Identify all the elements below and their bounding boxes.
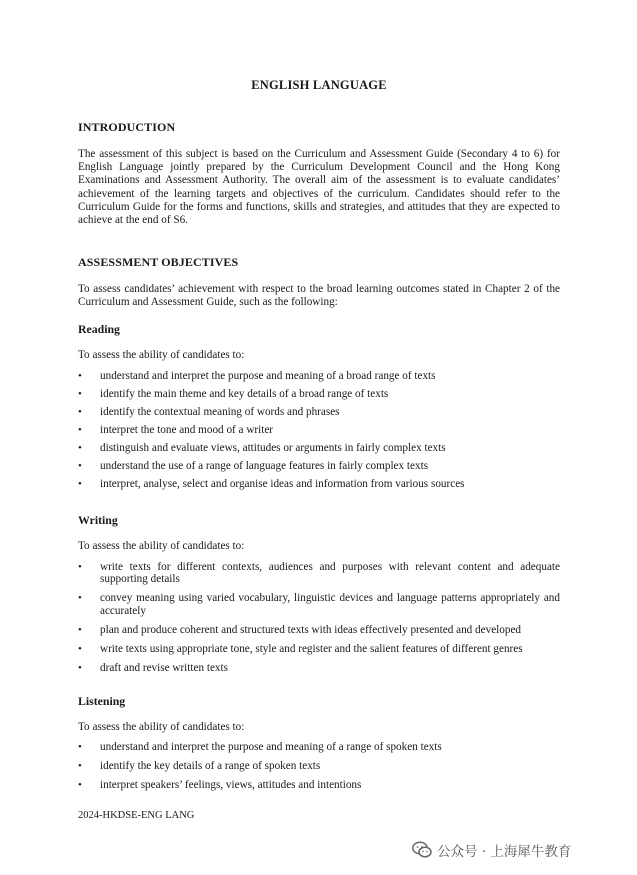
bullet-icon: • (78, 424, 82, 436)
bullet-icon: • (78, 760, 82, 772)
reading-heading: Reading (78, 322, 120, 336)
list-item: • identify the contextual meaning of words and phrases (78, 406, 340, 418)
bullet-icon: • (78, 642, 82, 655)
list-item: • convey meaning using varied vocabulary, linguistic devices and language patterns appropriately and accurately (78, 592, 560, 617)
listening-list (78, 741, 560, 791)
list-item: • understand the use of a range of language features in fairly complex texts (78, 460, 429, 472)
bullet-icon: • (78, 779, 82, 791)
bullet-icon: • (78, 478, 82, 490)
list-item: • distinguish and evaluate views, attitudes or arguments in fairly complex texts (78, 442, 446, 454)
bullet-icon: • (78, 561, 82, 573)
bullet-icon: • (78, 741, 82, 753)
list-item: • interpret the tone and mood of a writer (78, 424, 274, 436)
bullet-icon: • (78, 388, 82, 400)
bullet-icon: • (78, 370, 82, 382)
writing-lead: To assess the ability of candidates to: (78, 540, 245, 552)
page-footer: 2024-HKDSE-ENG LANG (78, 810, 195, 821)
assessment-objectives-heading: ASSESSMENT OBJECTIVES (78, 255, 239, 269)
bullet-icon: • (78, 623, 82, 636)
list-item: • interpret, analyse, select and organise ideas and information from various sources (78, 478, 465, 490)
list-item: • understand and interpret the purpose and meaning of a broad range of texts (78, 370, 436, 382)
bullet-icon: • (78, 592, 82, 605)
bullet-icon: • (78, 460, 82, 472)
list-item: • interpret speakers’ feelings, views, attitudes and intentions (78, 779, 362, 791)
list-item: • plan and produce coherent and structured texts with ideas effectively presented and developed (78, 623, 522, 636)
watermark (412, 840, 571, 860)
list-item: • identify the key details of a range of spoken texts (78, 760, 321, 772)
wechat-icon (412, 841, 432, 859)
introduction-paragraph: The assessment of this subject is based on the Curriculum and Assessment Guide (Secondary 4 to 6) for English Language jointly prepared by the Curriculum Development Council and the Hong Kong Examinations and Assessment Authority. The overall aim of the assessment is to evaluate candidates’ achievement of the learning targets and objectives of the curriculum. Candidates should refer to the Curriculum Guide for the forms and functions, skills and strategies, and attitudes that they are expected to achieve at the end of S6. (78, 148, 560, 227)
assessment-objectives-paragraph: To assess candidates’ achievement with respect to the broad learning outcomes stated in Chapter 2 of the Curriculum and Assessment Guide, such as the following: (78, 283, 560, 309)
reading-lead: To assess the ability of candidates to: (78, 349, 245, 361)
writing-list (78, 561, 560, 674)
writing-heading: Writing (78, 513, 118, 527)
list-item: • write texts for different contexts, audiences and purposes with relevant content and adequate supporting details (78, 561, 560, 586)
bullet-icon: • (78, 661, 82, 674)
list-item: • identify the main theme and key details of a broad range of texts (78, 388, 389, 400)
bullet-icon: • (78, 406, 82, 418)
listening-heading: Listening (78, 694, 126, 708)
document-title: ENGLISH LANGUAGE (251, 78, 387, 92)
watermark-text: 公众号 · 上海犀牛教育 (437, 844, 572, 860)
bullet-icon: • (78, 442, 82, 454)
list-item: • understand and interpret the purpose and meaning of a range of spoken texts (78, 741, 442, 753)
reading-list (78, 370, 560, 490)
introduction-heading: INTRODUCTION (78, 120, 176, 134)
list-item: • draft and revise written texts (78, 661, 228, 674)
list-item: • write texts using appropriate tone, style and register and the salient features of different genres (78, 642, 523, 655)
listening-lead: To assess the ability of candidates to: (78, 721, 245, 733)
